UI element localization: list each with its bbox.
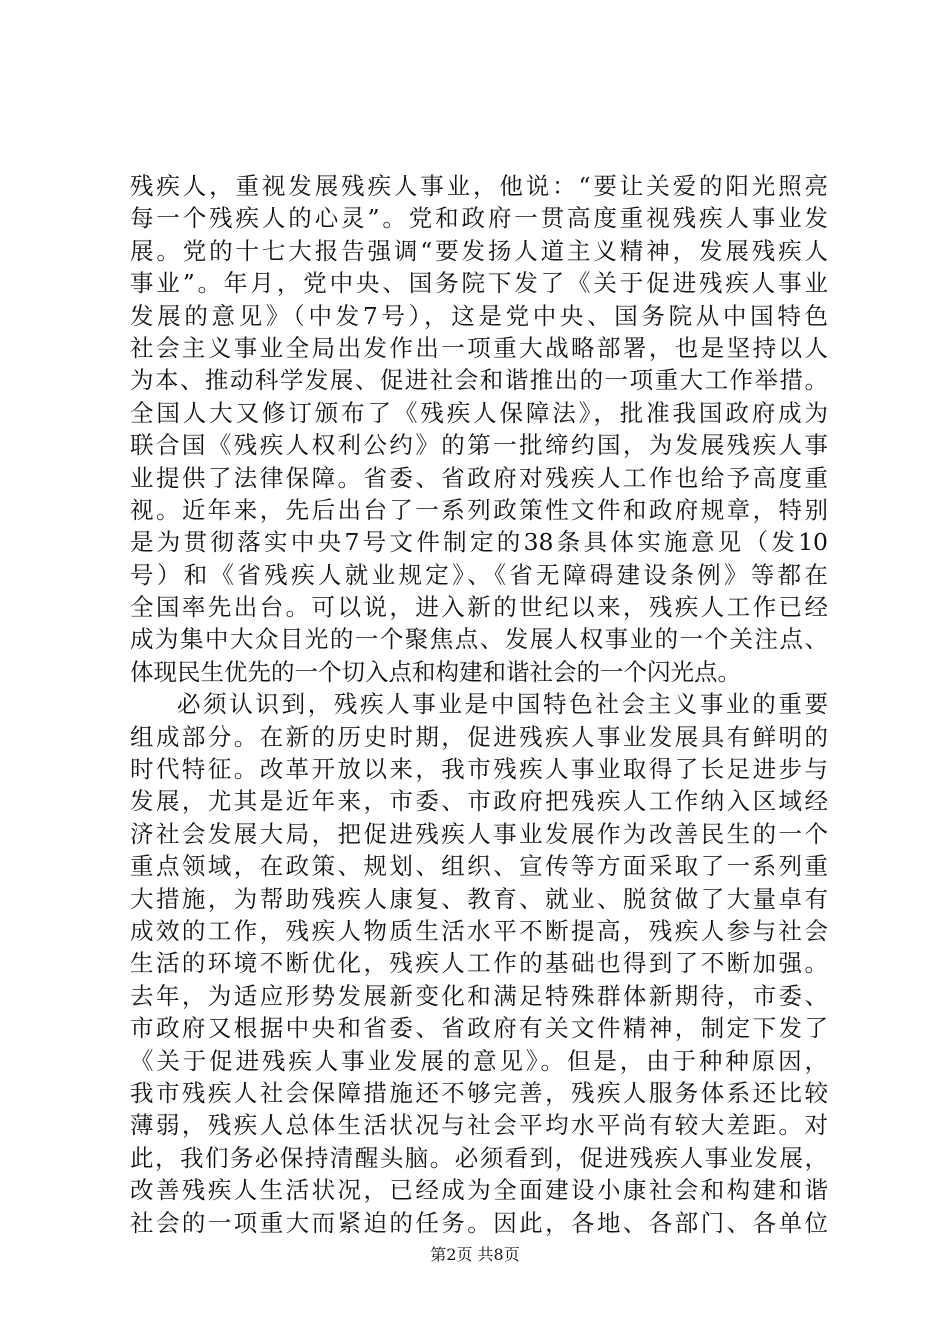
text-line: 体现民生优先的一个切入点和构建和谐社会的一个闪光点。 bbox=[130, 657, 741, 686]
text-line: 业提供了法律保障。省委、省政府对残疾人工作也给予高度重 bbox=[130, 463, 828, 492]
text-line: 此，我们务必保持清醒头脑。必须看到，促进残疾人事业发展， bbox=[130, 1143, 828, 1172]
text-line: 社会主义事业全局出发作出一项重大战略部署，也是坚持以人 bbox=[130, 333, 828, 362]
page-number-footer: 第2页 共8页 bbox=[430, 1245, 520, 1264]
text-line: 发展的意见》（中发7号），这是党中央、国务院从中国特色 bbox=[130, 301, 828, 330]
text-line: 时代特征。改革开放以来，我市残疾人事业取得了长足进步与 bbox=[130, 755, 828, 784]
text-line: 视。近年来，先后出台了一系列政策性文件和政府规章，特别 bbox=[130, 495, 828, 524]
text-line: 重点领域，在政策、规划、组织、宣传等方面采取了一系列重 bbox=[130, 852, 828, 881]
text-line: 社会的一项重大而紧迫的任务。因此，各地、各部门、各单位 bbox=[130, 1208, 828, 1237]
text-line: 组成部分。在新的历史时期，促进残疾人事业发展具有鲜明的 bbox=[130, 722, 828, 751]
text-line: 成为集中大众目光的一个聚焦点、发展人权事业的一个关注点、 bbox=[130, 625, 828, 654]
text-line: 大措施，为帮助残疾人康复、教育、就业、脱贫做了大量卓有 bbox=[130, 884, 828, 913]
text-line: 全国人大又修订颁布了《残疾人保障法》，批准我国政府成为 bbox=[130, 398, 828, 427]
text-line: 市政府又根据中央和省委、省政府有关文件精神，制定下发了 bbox=[130, 1014, 828, 1043]
text-line: 残疾人，重视发展残疾人事业，他说：“要让关爱的阳光照亮 bbox=[130, 172, 828, 200]
document-body bbox=[130, 170, 828, 1239]
text-line: 事业”。年月，党中央、国务院下发了《关于促进残疾人事业 bbox=[130, 269, 828, 298]
text-line: 济社会发展大局，把促进残疾人事业发展作为改善民生的一个 bbox=[130, 819, 828, 848]
text-line: 成效的工作，残疾人物质生活水平不断提高，残疾人参与社会 bbox=[130, 916, 828, 945]
text-line: 联合国《残疾人权利公约》的第一批缔约国，为发展残疾人事 bbox=[130, 431, 828, 460]
text-line: 《关于促进残疾人事业发展的意见》。但是，由于种种原因， bbox=[130, 1046, 828, 1075]
text-line: 去年，为适应形势发展新变化和满足特殊群体新期待，市委、 bbox=[130, 981, 828, 1010]
text-line: 生活的环境不断优化，残疾人工作的基础也得到了不断加强。 bbox=[130, 949, 828, 978]
text-line: 薄弱，残疾人总体生活状况与社会平均水平尚有较大差距。对 bbox=[130, 1111, 828, 1140]
text-line: 发展，尤其是近年来，市委、市政府把残疾人工作纳入区域经 bbox=[130, 787, 828, 816]
paragraph-start-line: 必须认识到，残疾人事业是中国特色社会主义事业的重要 bbox=[177, 690, 828, 719]
text-line: 每一个残疾人的心灵”。党和政府一贯高度重视残疾人事业发 bbox=[130, 204, 828, 233]
text-line: 号）和《省残疾人就业规定》、《省无障碍建设条例》等都在 bbox=[130, 560, 828, 589]
text-line: 为本、推动科学发展、促进社会和谐推出的一项重大工作举措。 bbox=[130, 366, 828, 395]
text-line: 我市残疾人社会保障措施还不够完善，残疾人服务体系还比较 bbox=[130, 1078, 828, 1107]
text-line: 全国率先出台。可以说，进入新的世纪以来，残疾人工作已经 bbox=[130, 593, 828, 622]
text-line: 展。党的十七大报告强调“要发扬人道主义精神，发展残疾人 bbox=[130, 236, 828, 265]
text-line: 改善残疾人生活状况，已经成为全面建设小康社会和构建和谐 bbox=[130, 1176, 828, 1205]
text-line: 是为贯彻落实中央7号文件制定的38条具体实施意见（发10 bbox=[130, 528, 828, 557]
